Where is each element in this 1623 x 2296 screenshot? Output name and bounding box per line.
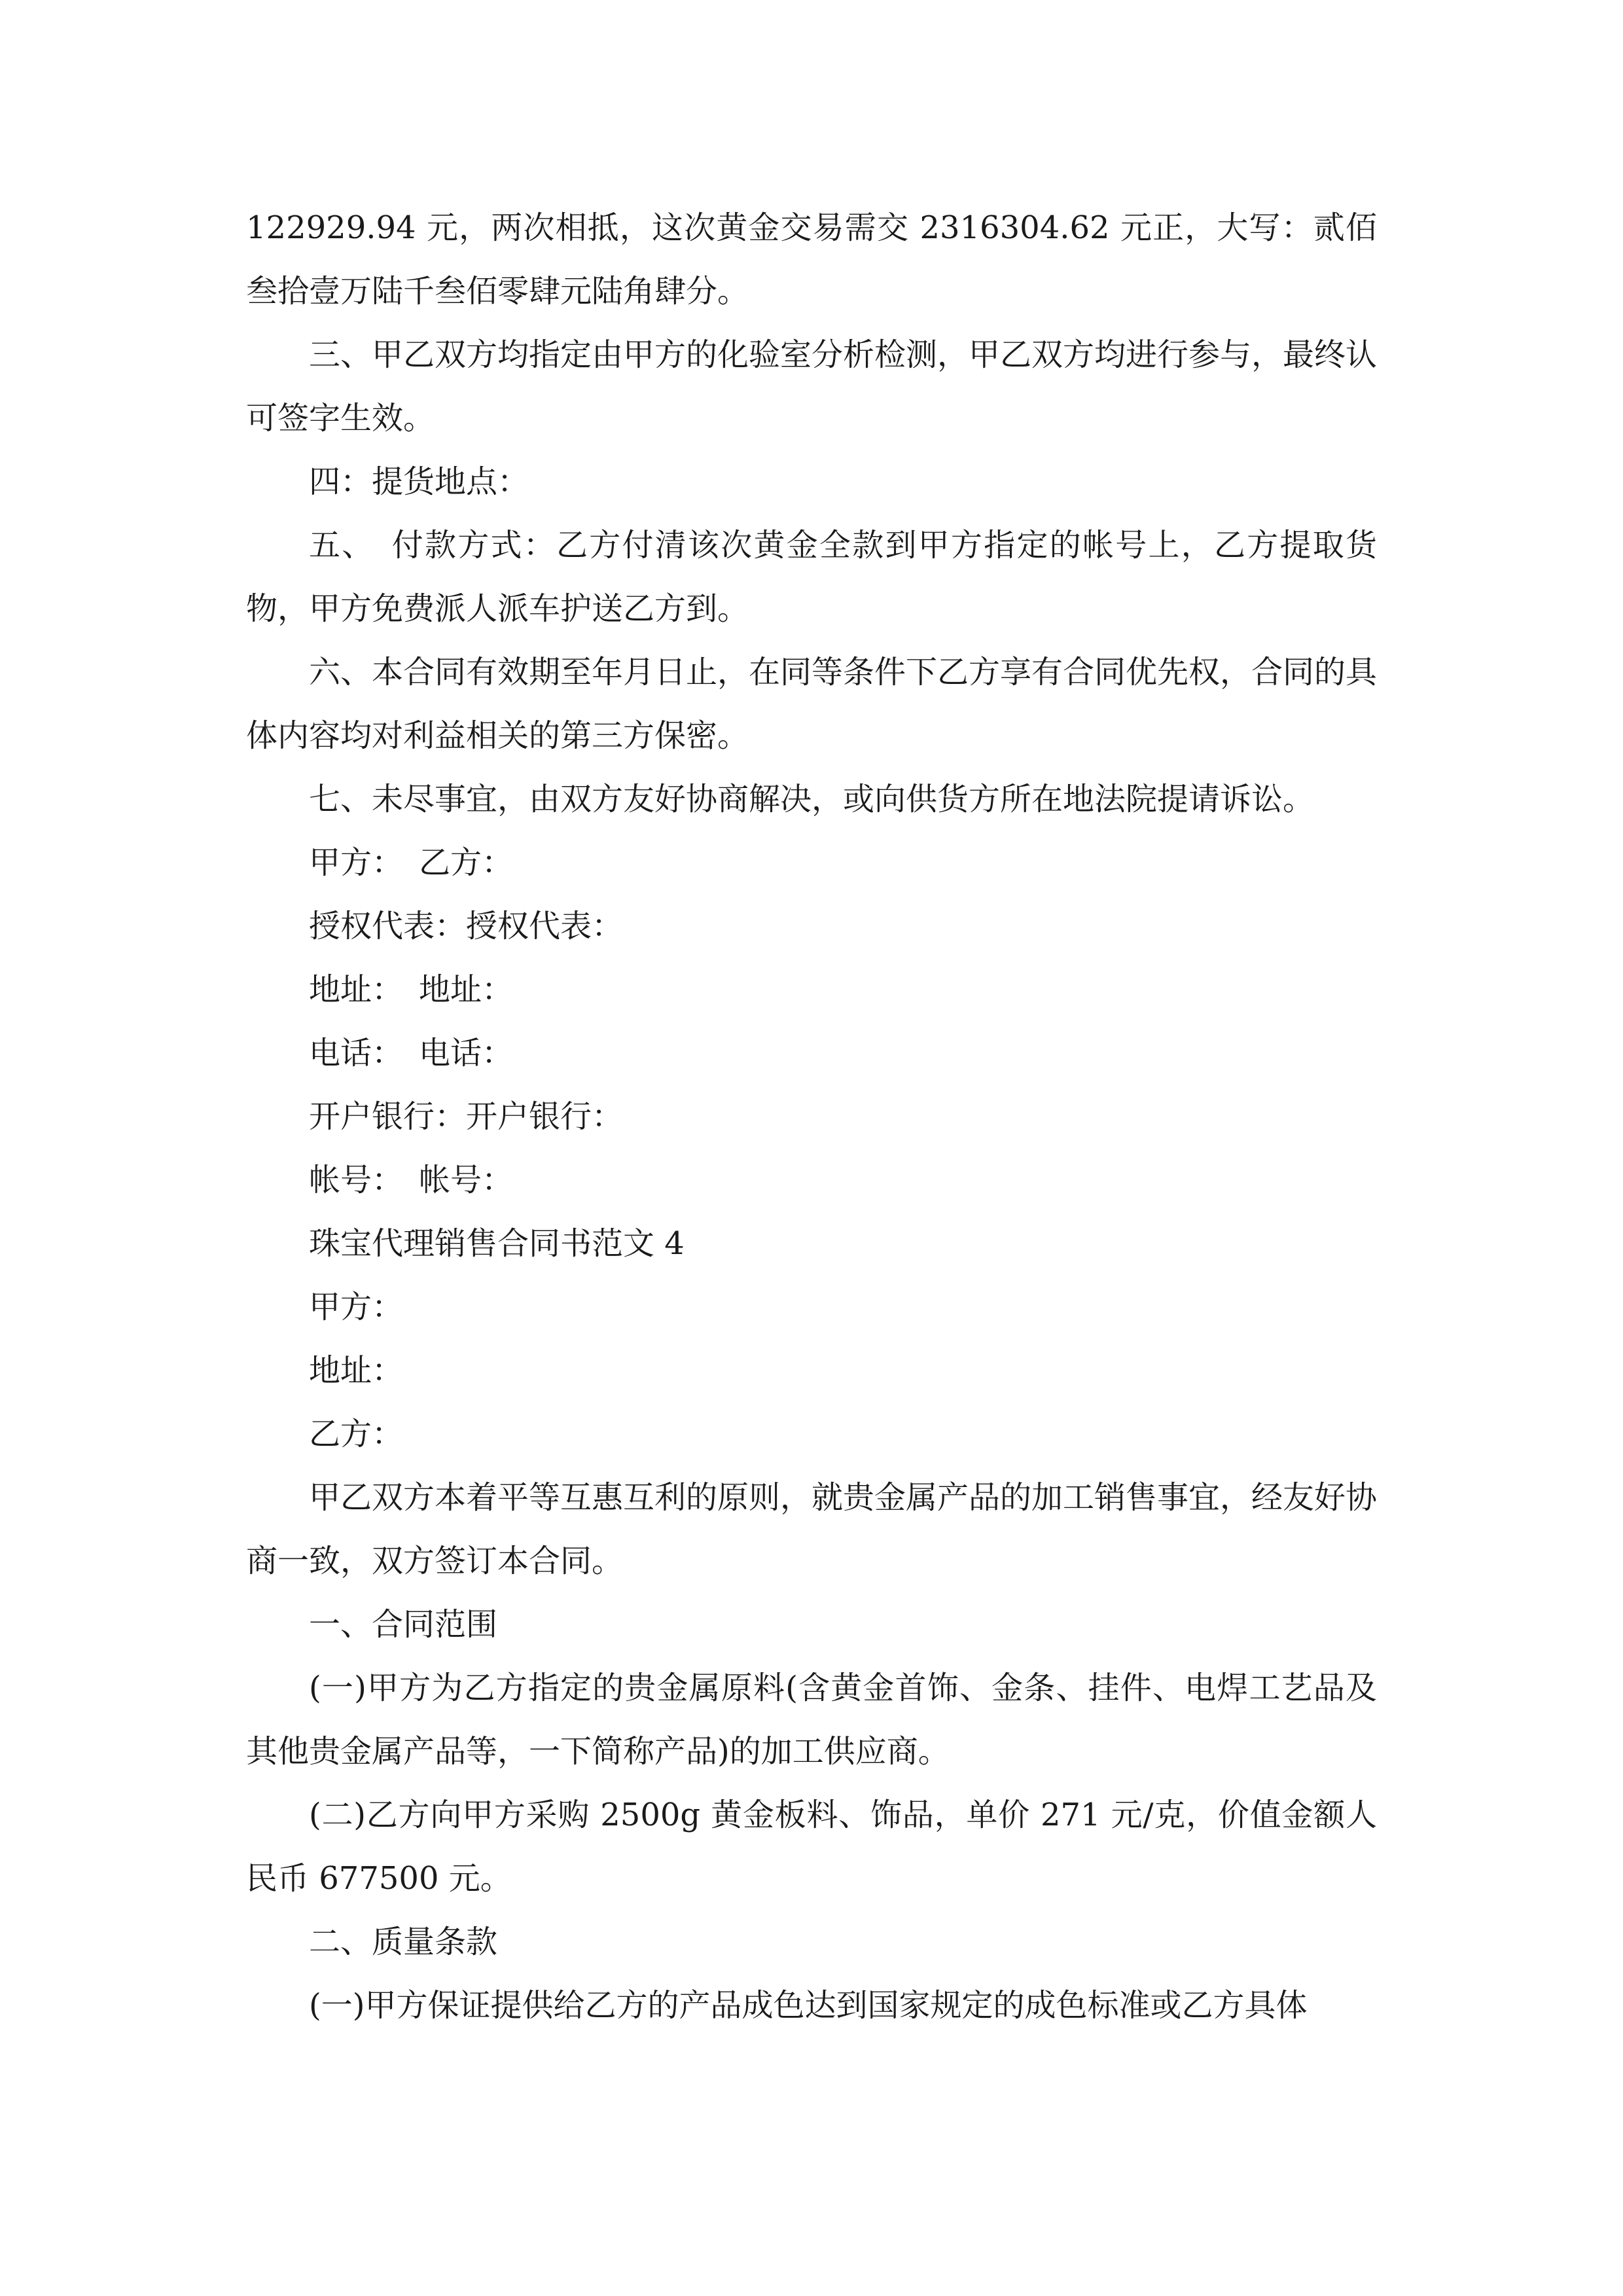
section-title-sample-4: 珠宝代理销售合同书范文 4: [309, 1225, 685, 1262]
signature-bank-line: 开户银行：开户银行：: [309, 1098, 624, 1135]
signature-address-line: 地址： 地址：: [309, 971, 514, 1008]
signature-representative-line: 授权代表：授权代表：: [309, 908, 624, 944]
signature-phone-line: 电话： 电话：: [309, 1035, 514, 1071]
paragraph-quality-item-1: (一)甲方保证提供给乙方的产品成色达到国家规定的成色标准或乙方具体: [309, 1987, 1308, 2024]
paragraph-clause-6-validity: 六、本合同有效期至年月日止，在同等条件下乙方享有合同优先权，合同的具体内容均对利益相关的第三方保密。: [246, 654, 1378, 754]
heading-quality-terms: 二、质量条款: [309, 1924, 498, 1960]
signature-party-line: 甲方： 乙方：: [309, 844, 514, 881]
paragraph-clause-4-pickup-location: 四：提货地点：: [309, 463, 529, 500]
paragraph-clause-7-disputes: 七、未尽事宜，由双方友好协商解决，或向供货方所在地法院提请诉讼。: [309, 781, 1315, 817]
heading-contract-scope: 一、合同范围: [309, 1606, 498, 1643]
party-b-field: 乙方：: [309, 1416, 404, 1452]
paragraph-preamble: 甲乙双方本着平等互惠互利的原则，就贵金属产品的加工销售事宜，经友好协商一致，双方签订本合同。: [246, 1479, 1378, 1579]
paragraph-clause-5-payment: 五、 付款方式：乙方付清该次黄金全款到甲方指定的帐号上，乙方提取货物，甲方免费派人派车护送乙方到。: [246, 527, 1377, 627]
paragraph-scope-item-2: (二)乙方向甲方采购 2500g 黄金板料、饰品，单价 271 元/克，价值金额人民币 677500 元。: [246, 1797, 1377, 1897]
address-field: 地址：: [309, 1352, 404, 1389]
signature-account-line: 帐号： 帐号：: [309, 1162, 514, 1198]
paragraph-clause-3-inspection: 三、甲乙双方均指定由甲方的化验室分析检测，甲乙双方均进行参与，最终认可签字生效。: [246, 336, 1378, 437]
party-a-field: 甲方：: [309, 1289, 404, 1325]
paragraph-scope-item-1: (一)甲方为乙方指定的贵金属原料(含黄金首饰、金条、挂件、电焊工艺品及其他贵金属产品等，一下简称产品)的加工供应商。: [246, 1670, 1377, 1770]
paragraph-settlement-amount: 122929.94 元，两次相抵，这次黄金交易需交 2316304.62 元正，大写：贰佰叁拾壹万陆千叁佰零肆元陆角肆分。: [246, 209, 1377, 310]
document-body: [246, 196, 1377, 2037]
